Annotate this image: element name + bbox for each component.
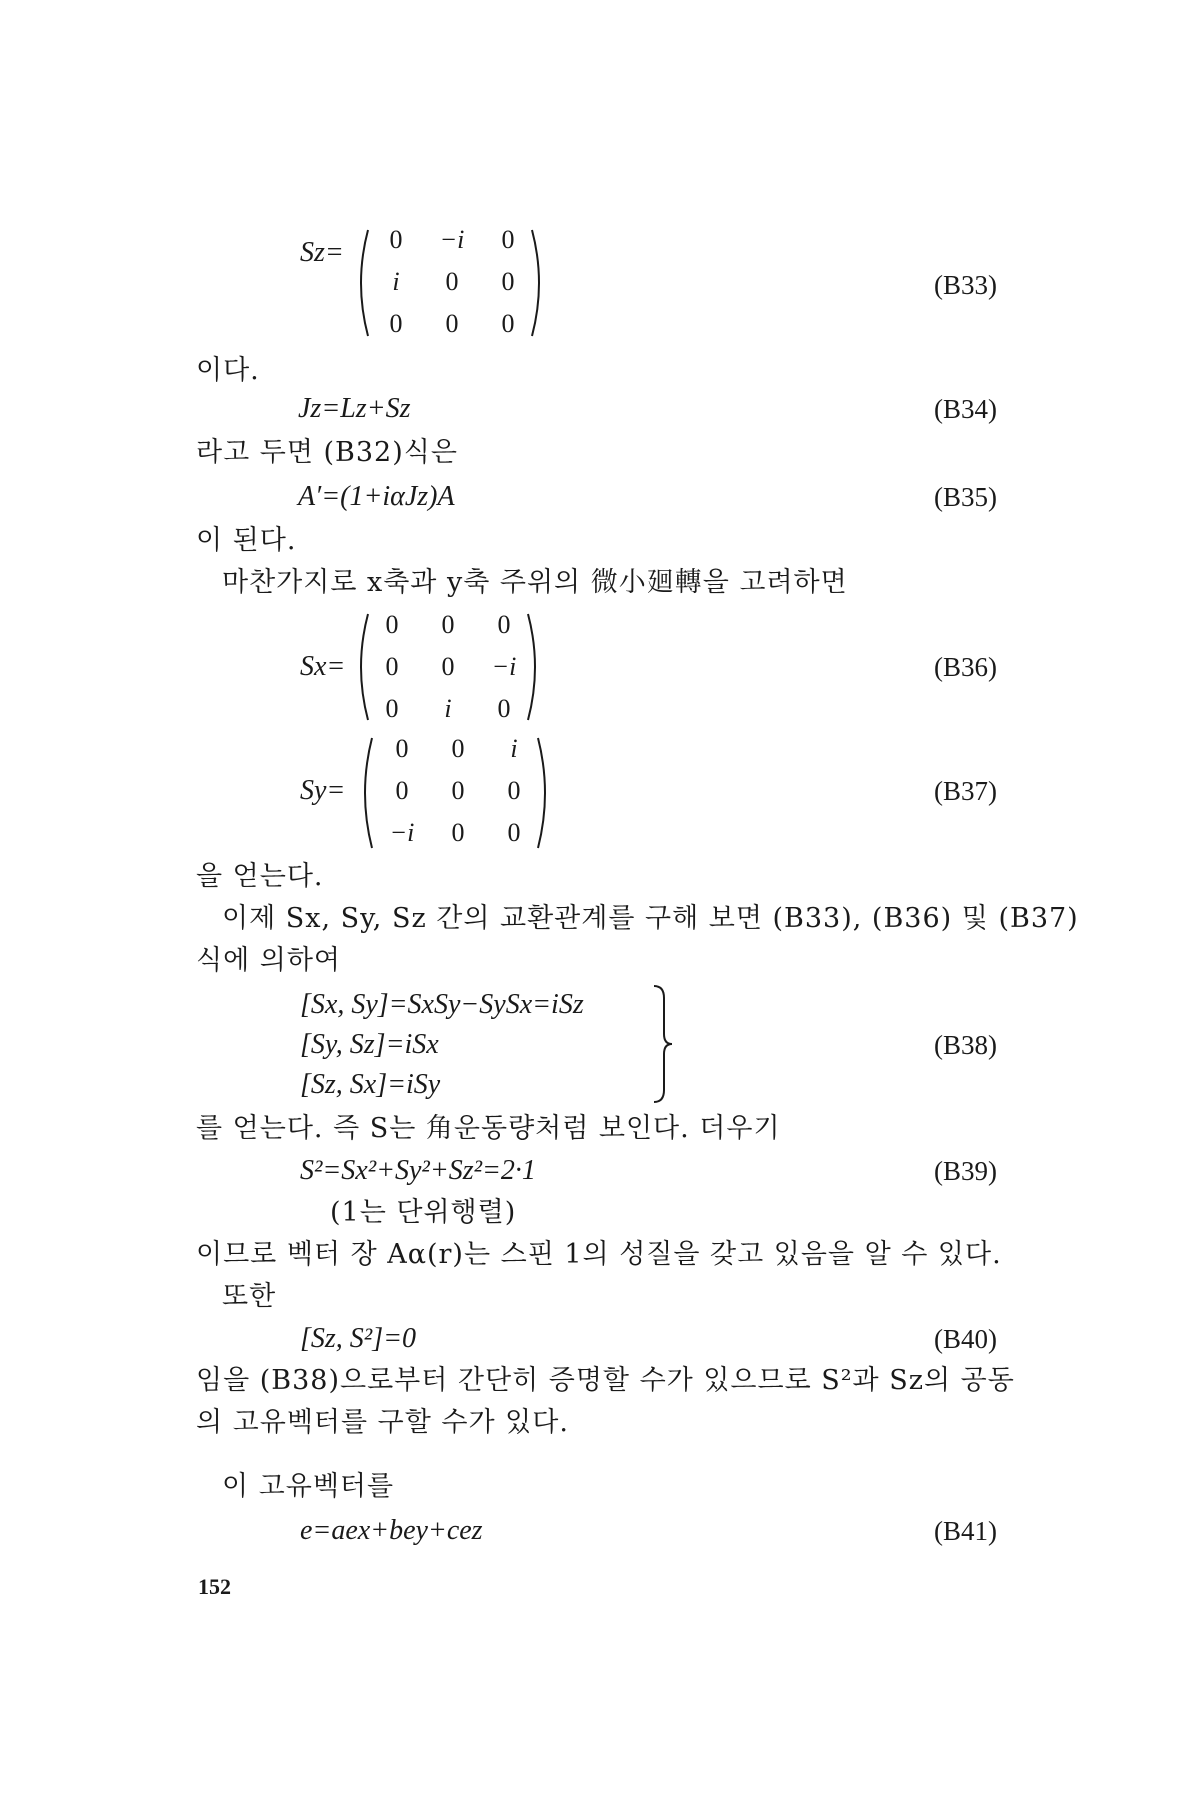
equation-b40: [Sz, S²]=0 — [300, 1323, 416, 1354]
text-line: 의 고유벡터를 구할 수가 있다. — [196, 1407, 569, 1438]
equation-number: (B34) — [934, 394, 997, 424]
matrix-label-sz: Sz= — [300, 237, 344, 268]
matrix-cell: 0 — [441, 610, 455, 639]
matrix-cell: 0 — [451, 818, 465, 847]
equation-number: (B39) — [934, 1156, 997, 1186]
equation-number: (B41) — [934, 1516, 997, 1546]
text-line: 라고 두면 (B32)식은 — [196, 437, 458, 468]
left-paren — [356, 736, 376, 850]
text-line: 또한 — [222, 1281, 277, 1312]
text-line: 이제 Sx, Sy, Sz 간의 교환관계를 구해 보면 (B33), (B36) 및 (B37) — [222, 903, 1079, 934]
text-line: 마찬가지로 x축과 y축 주위의 微小廻轉을 고려하면 — [222, 567, 848, 598]
matrix-cell: 0 — [451, 776, 465, 805]
text-line: 이 된다. — [196, 525, 297, 556]
matrix-cell: 0 — [385, 694, 399, 723]
matrix-cell: 0 — [501, 267, 515, 296]
text-line: 이므로 벡터 장 Aα(r)는 스핀 1의 성질을 갖고 있음을 알 수 있다. — [196, 1239, 1002, 1270]
matrix-cell: i — [392, 267, 400, 296]
matrix-cell: 0 — [501, 309, 515, 338]
matrix-cell: 0 — [497, 694, 511, 723]
matrix-cell: 0 — [389, 309, 403, 338]
matrix-cell: 0 — [507, 776, 521, 805]
matrix-label-sx: Sx= — [300, 651, 346, 682]
matrix-cell: 0 — [507, 818, 521, 847]
text-line: 이다. — [196, 355, 260, 386]
text-line: 를 얻는다. 즉 S는 角운동량처럼 보인다. 더우기 — [196, 1113, 781, 1144]
equation-b34: Jz=Lz+Sz — [298, 393, 411, 424]
right-paren — [534, 736, 554, 850]
matrix-cell: 0 — [445, 267, 459, 296]
matrix-cell: 0 — [389, 225, 403, 254]
equation-number: (B33) — [934, 270, 997, 300]
right-brace — [650, 984, 674, 1104]
matrix-cell: i — [444, 694, 452, 723]
equation-number: (B38) — [934, 1030, 997, 1060]
text-line: 식에 의하여 — [196, 945, 341, 976]
matrix-cell: 0 — [395, 734, 409, 763]
equation-line: [Sz, Sx]=iSy — [300, 1069, 441, 1100]
text-line: 을 얻는다. — [196, 861, 324, 892]
matrix-cell: −i — [491, 652, 517, 681]
page-number: 152 — [198, 1574, 231, 1599]
equation-b39: S²=Sx²+Sy²+Sz²=2·1 — [300, 1155, 536, 1186]
right-paren — [528, 228, 548, 338]
matrix-cell: i — [510, 734, 518, 763]
text-line: 임을 (B38)으로부터 간단히 증명할 수가 있으므로 S²과 Sz의 공동 — [196, 1365, 1015, 1396]
equation-number: (B40) — [934, 1324, 997, 1354]
matrix-cell: 0 — [441, 652, 455, 681]
equation-number: (B37) — [934, 776, 997, 806]
equation-number: (B36) — [934, 652, 997, 682]
text-line: 이 고유벡터를 — [222, 1471, 395, 1502]
matrix-cell: 0 — [385, 652, 399, 681]
equation-line: [Sx, Sy]=SxSy−SySx=iSz — [300, 989, 584, 1020]
matrix-label-sy: Sy= — [300, 775, 346, 806]
matrix-cell: 0 — [395, 776, 409, 805]
matrix-cell: −i — [389, 818, 415, 847]
matrix-cell: −i — [439, 225, 465, 254]
equation-b35: A′=(1+iαJz)A — [298, 481, 455, 512]
matrix-cell: 0 — [445, 309, 459, 338]
matrix-cell: 0 — [501, 225, 515, 254]
matrix-cell: 0 — [497, 610, 511, 639]
equation-line: [Sy, Sz]=iSx — [300, 1029, 439, 1060]
equation-number: (B35) — [934, 482, 997, 512]
equation-b41: e=aex+bey+cez — [300, 1515, 483, 1546]
matrix-cell: 0 — [385, 610, 399, 639]
text-line: (1는 단위행렬) — [330, 1197, 517, 1228]
right-paren — [524, 612, 544, 722]
matrix-cell: 0 — [451, 734, 465, 763]
